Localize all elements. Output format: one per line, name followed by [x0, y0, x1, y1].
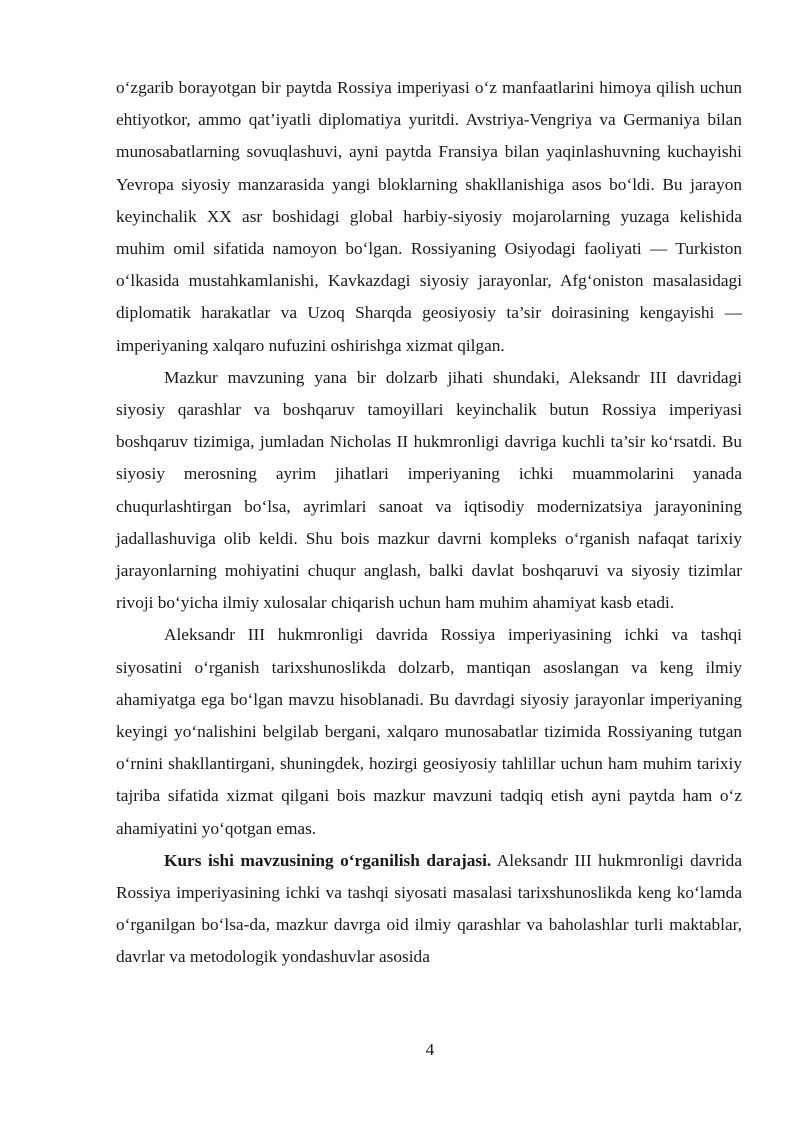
section-heading: Kurs ishi mavzusining o‘rganilish darajasi. [164, 850, 492, 870]
page-number: 4 [425, 1040, 435, 1059]
section-text: Aleksandr III hukmronligi davrida Rossiya imperiyasining ichki va tashqi siyosati masalasi tarixshunoslikda keng ko‘lamda o‘rganilgan bo‘lsa-da, mazkur davrga oid ilmiy qarashlar va baholashlar turli maktablar, davrlar va metodologik yondashuvlar asosida [116, 850, 742, 967]
paragraph-3: Aleksandr III hukmronligi davrida Rossiya imperiyasining ichki va tashqi siyosatini o‘rganish tarixshunoslikda dolzarb, mantiqan asoslangan va keng ilmiy ahamiyatga ega bo‘lgan mavzu hisoblanadi. Bu davrdagi siyosiy jarayonlar imperiyaning keyingi yo‘nalishini belgilab bergani, xalqaro munosabatlar tizimida Rossiyaning tutgan o‘rnini shakllantirgani, shuningdek, hozirgi geosiyosiy tahlillar uchun ham muhim tarixiy tajriba sifatida xizmat qilgani bois mazkur mavzuni tadqiq etish ayni paytda ham o‘z ahamiyatini yo‘qotgan emas. [116, 625, 742, 838]
paragraph-1: o‘zgarib borayotgan bir paytda Rossiya imperiyasi o‘z manfaatlarini himoya qilish uchun ehtiyotkor, ammo qat’iyatli diplomatiya yuritdi. Avstriya-Vengriya va Germaniya bilan munosabatlarning sovuqlashuvi, ayni paytda Fransiya bilan yaqinlashuvning kuchayishi Yevropa siyosiy manzarasida yangi bloklarning shakllanishiga asos bo‘ldi. Bu jarayon keyinchalik XX asr boshidagi global harbiy-siyosiy mojarolarning yuzaga kelishida muhim omil sifatida namoyon bo‘lgan. Rossiyaning Osiyodagi faoliyati — Turkiston o‘lkasida mustahkamlanishi, Kavkazdagi siyosiy jarayonlar, Afg‘oniston masalasidagi diplomatik harakatlar va Uzoq Sharqda geosiyosiy ta’sir doirasining kengayishi — imperiyaning xalqaro nufuzini oshirishga xizmat qilgan. [116, 78, 742, 355]
paragraph-section [116, 845, 742, 974]
paragraph-2: Mazkur mavzuning yana bir dolzarb jihati shundaki, Aleksandr III davridagi siyosiy qarashlar va boshqaruv tamoyillari keyinchalik butun Rossiya imperiyasi boshqaruv tizimiga, jumladan Nicholas II hukmronligi davriga kuchli ta’sir ko‘rsatdi. Bu siyosiy merosning ayrim jihatlari imperiyaning ichki muammolarini yanada chuqurlashtirgan bo‘lsa, ayrimlari sanoat va iqtisodiy modernizatsiya jarayonining jadallashuviga olib keldi. Shu bois mazkur davrni kompleks o‘rganish nafaqat tarixiy jarayonlarning mohiyatini chuqur anglash, balki davlat boshqaruvi va siyosiy tizimlar rivoji bo‘yicha ilmiy xulosalar chiqarish uchun ham muhim ahamiyat kasb etadi. [116, 367, 742, 613]
body-text [116, 72, 742, 974]
